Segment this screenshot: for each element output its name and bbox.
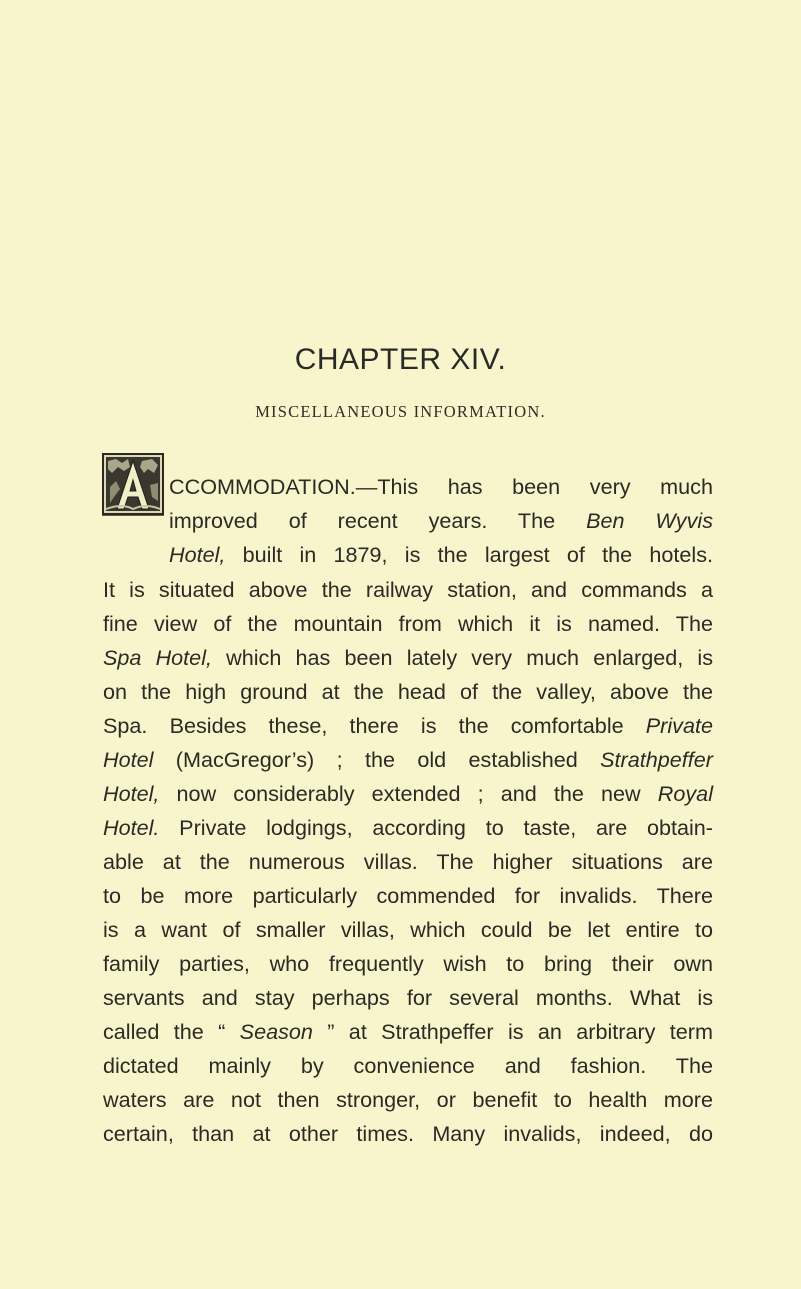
text-line: called the “ Season ” at Strathpeffer is an arbitrary term [103,1019,713,1044]
text-line: Hotel. Private lodgings, according to taste, are obtain- [103,815,713,840]
text-line: Hotel (MacGregor’s) ; the old established Strathpeffer [103,747,713,772]
text-line: is a want of smaller villas, which could be let entire to [103,917,713,942]
text-line: fine view of the mountain from which it is named. The [103,611,713,636]
text-line: to be more particularly commended for invalids. There [103,883,713,908]
text-line: It is situated above the railway station, and commands a [103,577,713,602]
text-line: dictated mainly by convenience and fashion. The [103,1053,713,1078]
text-line: on the high ground at the head of the valley, above the [103,679,713,704]
text-line: waters are not then stronger, or benefit to health more [103,1087,713,1112]
decorated-initial-a-icon [102,453,164,517]
section-title: MISCELLANEOUS INFORMATION. [255,402,546,421]
text-line: Spa Hotel, which has been lately very much enlarged, is [103,645,713,670]
text-line: Hotel, now considerably extended ; and the new Royal [103,781,713,806]
text-line: family parties, who frequently wish to bring their own [103,951,713,976]
text-line: CCOMMODATION.—This has been very much [169,474,713,499]
text-line: improved of recent years. The Ben Wyvis [169,508,713,533]
text-line: able at the numerous villas. The higher situations are [103,849,713,874]
text-line: servants and stay perhaps for several months. What is [103,985,713,1010]
text-line: Hotel, built in 1879, is the largest of the hotels. [169,542,713,567]
text-line: certain, than at other times. Many invalids, indeed, do [103,1121,713,1146]
chapter-title: CHAPTER XIV. [294,343,507,376]
text-line: Spa. Besides these, there is the comfortable Private [103,713,713,738]
